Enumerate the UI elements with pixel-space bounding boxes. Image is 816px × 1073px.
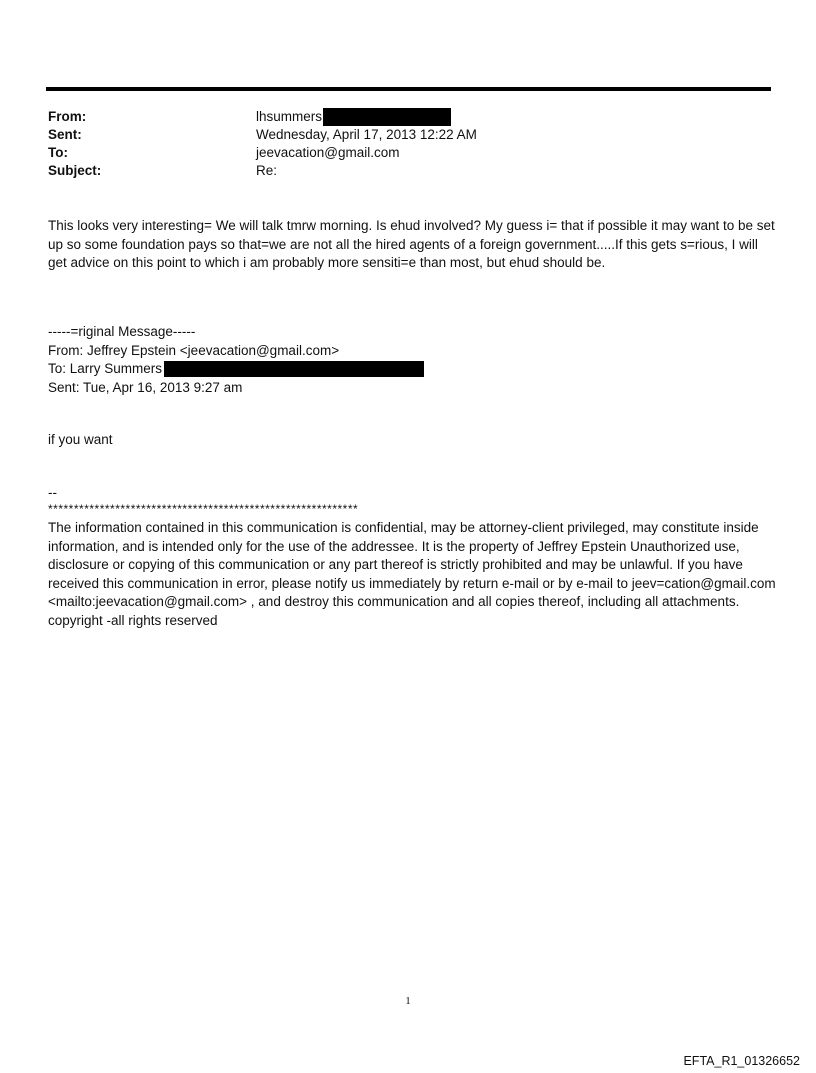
original-sent-line: Sent: Tue, Apr 16, 2013 9:27 am bbox=[48, 379, 243, 395]
original-message-header bbox=[48, 323, 768, 397]
message-paragraph: This looks very interesting= We will talk tmrw morning. Is ehud involved? My guess i= that if possible it may want to be set up so some foundation pays so that=we are not all the hired agents of a foreign government.....If this gets s=rious, I will get advice on this point to which i am probably more sensiti=e than most, but ehud should be. bbox=[48, 218, 775, 270]
sent-value: Wednesday, April 17, 2013 12:22 AM bbox=[256, 127, 477, 142]
original-to-line bbox=[48, 360, 768, 379]
sent-row bbox=[48, 126, 748, 144]
subject-label: Subject: bbox=[48, 163, 102, 178]
signature-stars: ************************************************************ bbox=[48, 502, 359, 516]
sent-label: Sent: bbox=[48, 127, 82, 142]
signature-block bbox=[48, 485, 783, 630]
original-message-body: if you want bbox=[48, 432, 113, 447]
subject-row bbox=[48, 162, 748, 180]
page-number: 1 bbox=[405, 995, 411, 1007]
signature-dash: -- bbox=[48, 485, 57, 500]
from-row bbox=[48, 108, 748, 126]
original-separator: -----=riginal Message----- bbox=[48, 324, 196, 339]
document-id: EFTA_R1_01326652 bbox=[683, 1054, 800, 1068]
from-name: lhsummers bbox=[256, 109, 323, 124]
to-value: jeevacation@gmail.com bbox=[256, 145, 400, 160]
original-from-line: From: Jeffrey Epstein <jeevacation@gmail.com> bbox=[48, 342, 340, 358]
header-rule bbox=[46, 87, 771, 91]
original-to-text: To: Larry Summers bbox=[48, 361, 163, 376]
confidentiality-disclaimer: The information contained in this communication is confidential, may be attorney-client privileged, may constitute inside information, and is intended only for the use of the addressee. It is the property of Jeffrey Epstein Unauthorized use, disclosure or copying of this communication or any part thereof is strictly prohibited and may be unlawful. If you have received this communication in error, please notify us immediately by return e-mail or by e-mail to jeev=cation@gmail.com <mailto:jeevacation@gmail.com> , and destroy this communication and all copies thereof, including all attachments. copyright -all rights reserved bbox=[48, 520, 776, 628]
from-value bbox=[256, 108, 451, 126]
message-body bbox=[48, 217, 778, 273]
email-header bbox=[48, 108, 748, 180]
redaction-block bbox=[164, 361, 424, 377]
to-label: To: bbox=[48, 145, 68, 160]
from-label: From: bbox=[48, 109, 87, 124]
to-row bbox=[48, 144, 748, 162]
subject-value: Re: bbox=[256, 163, 278, 178]
redaction-block bbox=[323, 108, 451, 126]
